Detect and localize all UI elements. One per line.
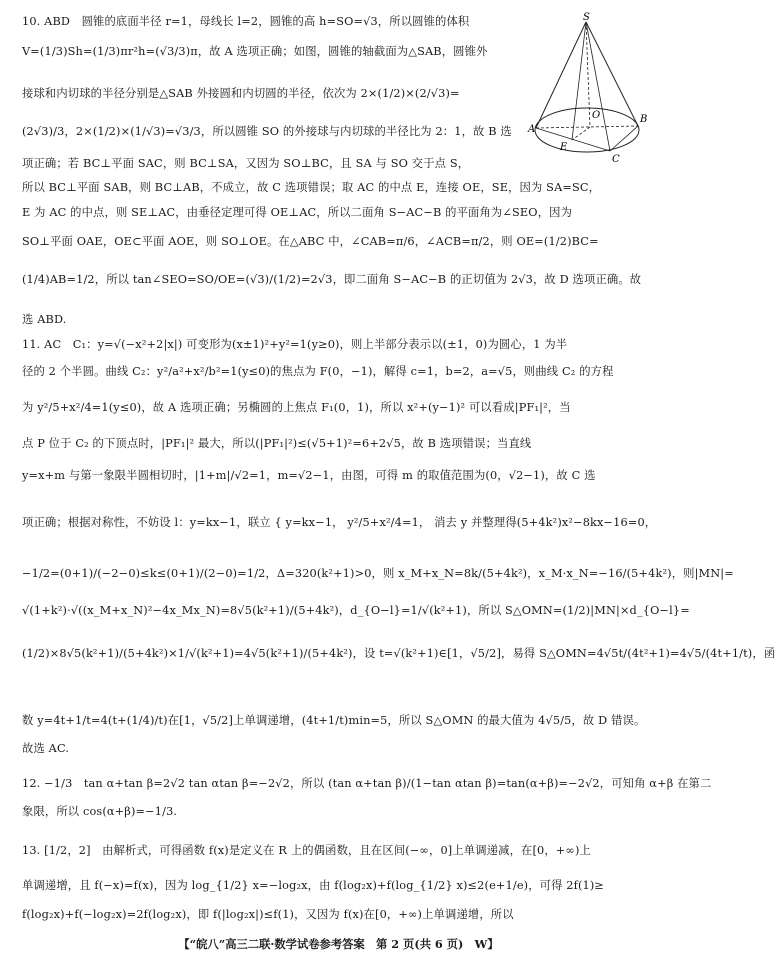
text-line: 为 y²/5+x²/4=1(y≤0)，故 A 选项正确；另椭圆的上焦点 F₁(0，1)，所以 x²+(y−1)² 可以看成|PF₁|²，当 [22, 401, 571, 414]
text-line: V=(1/3)Sh=(1/3)πr²h=(√3/3)π，故 A 选项正确；如图，圆锥的轴截面为△SAB，圆锥外 [22, 45, 488, 58]
text-line: 11. AC C₁：y=√(−x²+2|x|) 可变形为(x±1)²+y²=1(y≥0)，则上半部分表示以(±1，0)为圆心，1 为半 [22, 338, 568, 351]
label-s: S [583, 12, 590, 23]
text-line: f(log₂x)+f(−log₂x)=2f(log₂x)，即 f(|log₂x|)≤f(1)，又因为 f(x)在[0，+∞)上单调递增，所以 [22, 908, 514, 921]
label-b: B [640, 114, 648, 125]
text-line: 12. −1/3 tan α+tan β=2√2 tan αtan β=−2√2，所以 (tan α+tan β)/(1−tan αtan β)=tan(α+β)=−2√2，可知角 α+β 在第二 [22, 777, 712, 790]
text-line: 选 ABD. [22, 313, 67, 326]
text-line: (1/4)AB=1/2，所以 tan∠SEO=SO/OE=(√3)/(1/2)=2√3，即二面角 S−AC−B 的正切值为 2√3，故 D 选项正确。故 [22, 273, 642, 286]
label-o: O [592, 110, 601, 121]
text-line: E 为 AC 的中点，则 SE⊥AC，由垂径定理可得 OE⊥AC，所以二面角 S−AC−B 的平面角为∠SEO，因为 [22, 206, 573, 219]
text-line: 接球和内切球的半径分别是△SAB 外接圆和内切圆的半径，依次为 2×(1/2)×(2/√3)= [22, 87, 460, 100]
text-line: 点 P 位于 C₂ 的下顶点时，|PF₁|² 最大，所以(|PF₁|²)≤(√5+1)²=6+2√5，故 B 选项错误；当直线 [22, 437, 532, 450]
text-line: 所以 BC⊥平面 SAB，则 BC⊥AB，不成立，故 C 选项错误；取 AC 的中点 E，连接 OE，SE，因为 SA=SC， [22, 181, 601, 194]
text-line: 象限，所以 cos(α+β)=−1/3. [22, 805, 178, 818]
text-line: (1/2)×8√5(k²+1)/(5+4k²)×1/√(k²+1)=4√5(k²+1)/(5+4k²)，设 t=√(k²+1)∈[1，√5/2]，易得 S△OMN=4√5t/(4t²+1)=4√5/(4t+1/t)，函 [22, 647, 775, 660]
text-line: √(1+k²)·√((x_M+x_N)²−4x_Mx_N)=8√5(k²+1)/(5+4k²)，d_{O−l}=1/√(k²+1)，所以 S△OMN=(1/2)|MN|×d_{O−l}= [22, 604, 690, 617]
label-e: E [560, 142, 568, 153]
text-line: 数 y=4t+1/t=4(t+(1/4)/t)在[1，√5/2]上单调递增，(4t+1/t)min=5，所以 S△OMN 的最大值为 4√5/5，故 D 错误。 [22, 714, 646, 727]
label-a: A [528, 124, 536, 135]
label-c: C [612, 154, 620, 165]
text-line: 10. ABD 圆锥的底面半径 r=1，母线长 l=2，圆锥的高 h=SO=√3，所以圆锥的体积 [22, 15, 470, 28]
text-line: (2√3)/3，2×(1/2)×(1/√3)=√3/3，所以圆锥 SO 的外接球与内切球的半径比为 2：1，故 B 选 [22, 125, 512, 138]
text-line: 项正确；根据对称性，不妨设 l：y=kx−1，联立 { y=kx−1， y²/5+x²/4=1， 消去 y 并整理得(5+4k²)x²−8kx−16=0， [22, 516, 657, 529]
cone-figure [528, 10, 668, 170]
text-line: SO⊥平面 OAE，OE⊂平面 AOE，则 SO⊥OE。在△ABC 中，∠CAB=π/6，∠ACB=π/2，则 OE=(1/2)BC= [22, 235, 599, 248]
text-line: 13. [1/2，2] 由解析式，可得函数 f(x)是定义在 R 上的偶函数，且在区间(−∞，0]上单调递减，在[0，+∞)上 [22, 844, 591, 857]
text-line: 项正确；若 BC⊥平面 SAC，则 BC⊥SA，又因为 SO⊥BC，且 SA 与 SO 交于点 S， [22, 157, 470, 170]
text-line: 故选 AC. [22, 742, 70, 755]
text-line: 径的 2 个半圆。曲线 C₂：y²/a²+x²/b²=1(y≤0)的焦点为 F(0，−1)，解得 c=1，b=2，a=√5，则曲线 C₂ 的方程 [22, 365, 614, 378]
page-footer: 【“皖八”高三二联·数学试卷参考答案 第 2 页(共 6 页) W】 [178, 937, 499, 951]
text-line: 单调递增，且 f(−x)=f(x)，因为 log_{1/2} x=−log₂x，由 f(log₂x)+f(log_{1/2} x)≤2(e+1/e)，可得 2f(1)≥ [22, 879, 605, 892]
text-line: −1/2=(0+1)/(−2−0)≤k≤(0+1)/(2−0)=1/2，Δ=320(k²+1)>0，则 x_M+x_N=8k/(5+4k²)，x_M·x_N=−16/(5+4k²)，则|MN|= [22, 567, 734, 580]
text-line: y=x+m 与第一象限半圆相切时，|1+m|/√2=1，m=√2−1，由图，可得 m 的取值范围为(0，√2−1)，故 C 选 [22, 469, 596, 482]
